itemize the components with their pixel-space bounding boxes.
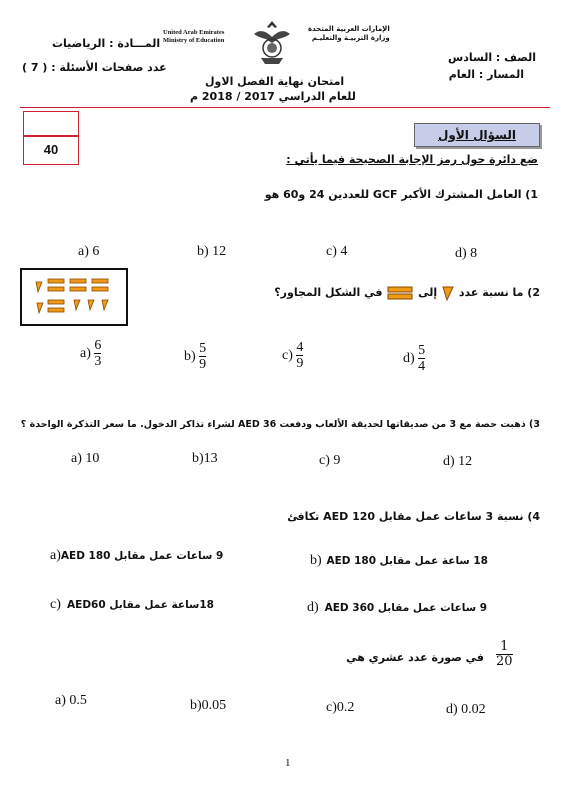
q2-a-numerator: 6 xyxy=(94,338,102,353)
moe-ar-text: وزارة التربيـة والتعليـم xyxy=(311,34,390,43)
q2-option-a-fraction xyxy=(94,338,101,370)
q2-option-b[interactable] xyxy=(184,341,206,373)
q4-text: 4) نسبة 3 ساعات عمل مقابل AED 120 تكافئ xyxy=(287,510,540,523)
track-label: المسار : العام xyxy=(448,68,524,81)
q4-option-c-letter: c) xyxy=(50,597,61,612)
q2-text xyxy=(274,285,540,301)
q4-option-d-text: 9 ساعات عمل مقابل AED 360 xyxy=(324,602,487,614)
q4-option-a-text: 9 ساعات عمل مقابل AED 180 xyxy=(60,550,224,562)
q4-option-b-text: 18 ساعة عمل مقابل AED 180 xyxy=(326,555,488,567)
q5-option-a[interactable]: a) 0.5 xyxy=(55,693,87,708)
q3-text: 3) ذهبت حصة مع 3 من صديقاتها لحديقة الألعاب ودفعت AED 36 لشراء تذاكر الدخول. ما سعر التذكرة الواحدة ؟ xyxy=(20,419,540,430)
q2-option-d[interactable] xyxy=(403,343,425,375)
q4-option-d-letter: d) xyxy=(307,600,319,615)
q5-denominator: 20 xyxy=(496,654,513,670)
ministry-ar xyxy=(308,25,390,44)
moe-en-text: Ministry of Education xyxy=(163,37,225,45)
exam-year: للعام الدراسي 2017 / 2018 م xyxy=(190,90,356,103)
q5-text: في صورة عدد عشري هي xyxy=(346,651,484,664)
q4-option-a[interactable] xyxy=(50,548,222,564)
grade-label: الصف : السادس xyxy=(448,51,536,64)
score-box-top xyxy=(23,111,79,137)
q2-option-c-fraction xyxy=(296,340,303,372)
q4-option-c-text: 18ساعة عمل مقابل AED60 xyxy=(67,599,214,611)
q4-option-d[interactable] xyxy=(307,600,487,616)
q5-option-d[interactable]: d) 0.02 xyxy=(446,702,486,717)
q2-option-c-letter: c) xyxy=(282,348,293,364)
q3-option-d[interactable]: d) 12 xyxy=(443,454,473,469)
q2-b-numerator: 5 xyxy=(199,341,207,356)
uae-en-text: United Arab Emirates xyxy=(163,29,225,36)
q2-option-d-letter: d) xyxy=(403,351,415,367)
uae-ar-text: الإمارات العربية المتحدة xyxy=(308,25,390,33)
section-title: السؤال الأول xyxy=(414,123,540,147)
ministry-en xyxy=(163,29,224,46)
q1-option-a[interactable]: a) 6 xyxy=(78,244,100,259)
q2-option-b-letter: b) xyxy=(184,349,196,365)
q4-option-b[interactable] xyxy=(310,553,488,569)
uae-emblem-icon xyxy=(251,18,293,66)
q4-option-b-letter: b) xyxy=(310,553,322,568)
q1-option-d[interactable]: d) 8 xyxy=(455,246,478,261)
q2-d-numerator: 5 xyxy=(418,343,426,358)
q5-option-c[interactable]: c)0.2 xyxy=(326,700,355,715)
q4-option-c[interactable] xyxy=(50,597,214,613)
q2-c-numerator: 4 xyxy=(296,340,304,355)
triangle-shape-icon xyxy=(441,285,455,301)
q5-option-b[interactable]: b)0.05 xyxy=(190,698,227,713)
instructions: ضع دائرة حول رمز الإجابة الصحيحة فيما يأتي : xyxy=(286,153,538,166)
q2-text-a: 2) ما نسبة عدد xyxy=(458,286,540,299)
q3-option-c[interactable]: c) 9 xyxy=(319,453,341,468)
q5-fraction xyxy=(496,640,513,670)
q4-option-a-letter: a) xyxy=(50,548,61,563)
q3-option-a[interactable]: a) 10 xyxy=(71,451,100,466)
q2-option-c[interactable] xyxy=(282,340,303,372)
q2-option-a-letter: a) xyxy=(80,346,91,362)
page-count-label: عدد صفحات الأسئلة : ( 7 ) xyxy=(22,61,167,74)
page-number: 1 xyxy=(285,757,291,769)
q5-numerator: 1 xyxy=(500,639,509,654)
q1-option-c[interactable]: c) 4 xyxy=(326,244,348,259)
ratio-figure xyxy=(20,268,128,326)
q2-option-d-fraction xyxy=(418,343,425,375)
q2-option-b-fraction xyxy=(199,341,206,373)
header-divider xyxy=(20,107,550,108)
q2-a-denominator: 3 xyxy=(94,354,102,370)
exam-title: امتحان نهاية الفصل الاول xyxy=(205,75,345,88)
q1-option-b[interactable]: b) 12 xyxy=(197,244,227,259)
q2-d-denominator: 4 xyxy=(418,359,426,375)
q2-text-b: إلى xyxy=(418,286,438,299)
q1-text: 1) العامل المشترك الأكبر GCF للعددين 24 و60 هو xyxy=(264,188,538,201)
q2-c-denominator: 9 xyxy=(296,356,304,372)
score-total: 40 xyxy=(23,135,79,165)
q2-text-c: في الشكل المجاور؟ xyxy=(274,286,383,299)
subject-label: المـــادة : الرياضيات xyxy=(52,37,161,50)
q3-option-b[interactable]: b)13 xyxy=(192,451,218,466)
q2-option-a[interactable] xyxy=(80,338,101,370)
q2-b-denominator: 9 xyxy=(199,357,207,373)
rectangle-shape-icon xyxy=(386,285,414,301)
